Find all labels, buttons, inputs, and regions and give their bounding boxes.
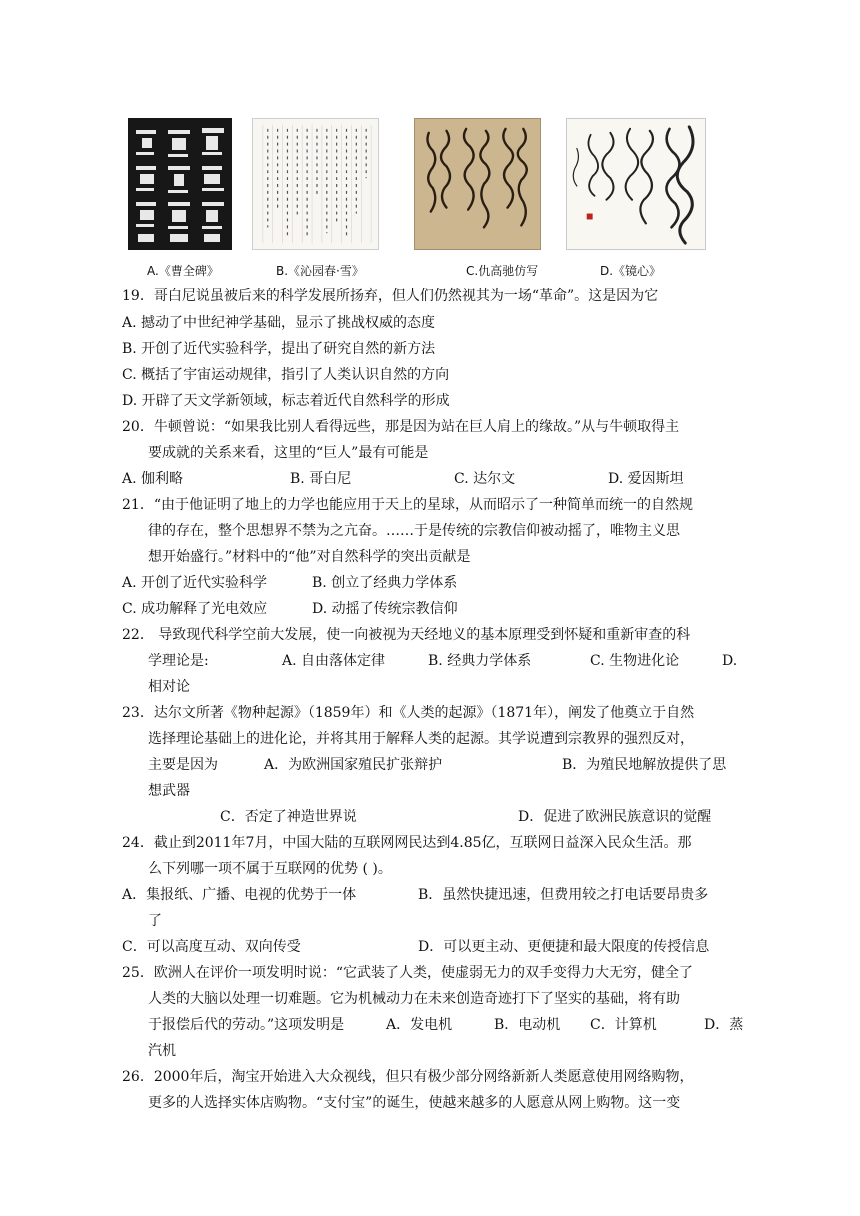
q23-stem-line-2: 选择理论基础上的进化论，并将其用于解释人类的起源。其学说遭到宗教界的强烈反对， (148, 731, 694, 747)
q23-option-b-line-1: B．为殖民地解放提供了思 (562, 757, 727, 773)
q21-stem-line-2: 律的存在，整个思想界不禁为之亢奋。……于是传统的宗教信仰被动摇了，唯物主义思 (148, 523, 680, 539)
q21-option-c: C. 成功解释了光电效应 (122, 601, 268, 617)
q23-option-b-line-2: 想武器 (148, 783, 190, 799)
q22-option-a: A. 自由落体定律 (282, 653, 386, 669)
q20-option-b: B. 哥白尼 (290, 471, 352, 487)
q19-option-a: A. 撼动了中世纪神学基础，显示了挑战权威的态度 (122, 315, 436, 331)
q20-option-d: D. 爱因斯坦 (608, 471, 684, 487)
qinyuanchun-manuscript-image (252, 118, 379, 250)
q19-option-b: B. 开创了近代实验科学，提出了研究自然的新方法 (122, 341, 436, 357)
q22-option-b: B. 经典力学体系 (428, 653, 532, 669)
q25-stem-line-1: 25．欧洲人在评价一项发明时说：“它武装了人类，使虚弱无力的双手变得力大无穷，健全了 (122, 965, 693, 981)
q22-option-c: C. 生物进化论 (590, 653, 680, 669)
q19-option-c: C. 概括了宇宙运动规律，指引了人类认识自然的方向 (122, 367, 450, 383)
q24-option-b-line-1: B．虽然快捷迅速，但费用较之打电话要昂贵多 (418, 887, 709, 903)
q21-option-b: B. 创立了经典力学体系 (312, 575, 458, 591)
q22-stem-line-1: 22． 导致现代科学空前大发展，使一向被视为天经地义的基本原理受到怀疑和重新审查的科 (122, 627, 691, 643)
q25-option-d-prefix: D．蒸 (704, 1017, 744, 1033)
q21-stem-line-3: 想开始盛行。”材料中的“他”对自然科学的突出贡献是 (148, 549, 471, 565)
q26-stem-line-1: 26．2000年后，淘宝开始进入大众视线，但只有极少部分网络新新人类愿意使用网络购物， (122, 1069, 694, 1085)
q25-option-c: C．计算机 (590, 1017, 657, 1033)
q19-stem: 19．哥白尼说虽被后来的科学发展所扬弃，但人们仍然视其为一场“革命”。这是因为它 (122, 288, 659, 304)
q25-stem-line-2: 人类的大脑以处理一切难题。它为机械动力在未来创造奇迹打下了坚实的基础，将有助 (148, 991, 680, 1007)
q20-stem-line-1: 20．牛顿曾说：“如果我比别人看得远些，那是因为站在巨人肩上的缘故。”从与牛顿取得主 (122, 419, 680, 435)
q24-stem-line-2: 么下列哪一项不属于互联网的优势 ( )。 (148, 861, 392, 877)
q23-option-d: D．促进了欧洲民族意识的觉醒 (518, 809, 712, 825)
jingxin-calligraphy-image (566, 118, 706, 250)
caoquan-stele-image (128, 118, 232, 250)
q24-option-d: D．可以更主动、更便捷和最大限度的传授信息 (418, 939, 710, 955)
q24-stem-line-1: 24．截止到2011年7月，中国大陆的互联网网民达到4.85亿，互联网日益深入民众生活。那 (122, 835, 692, 851)
q24-option-a: A．集报纸、广播、电视的优势于一体 (122, 887, 357, 903)
q23-option-a: A．为欧洲国家殖民扩张辩护 (264, 757, 443, 773)
q23-stem-line-1: 23．达尔文所著《物种起源》（1859年）和《人类的起源》（1871年），阐发了他奠立于自然 (122, 705, 695, 721)
q25-option-d-text: 汽机 (148, 1043, 176, 1059)
image-c-caption: C.仇高驰仿写 (466, 264, 539, 278)
q26-stem-line-2: 更多的人选择实体店购物。“支付宝”的诞生，使越来越多的人愿意从网上购物。这一变 (148, 1095, 681, 1111)
q22-option-d-text: 相对论 (148, 679, 190, 695)
qiu-gaochi-copy-image (414, 118, 541, 250)
image-d-caption: D.《镜心》 (600, 264, 662, 278)
q21-option-a: A. 开创了近代实验科学 (122, 575, 268, 591)
q22-stem-line-2: 学理论是: (148, 653, 209, 669)
q23-option-c: C．否定了神造世界说 (220, 809, 357, 825)
q24-option-b-line-2: 了 (148, 913, 162, 929)
image-b-caption: B.《沁园春·雪》 (276, 264, 364, 278)
q21-stem-line-1: 21．“由于他证明了地上的力学也能应用于天上的星球，从而昭示了一种简单而统一的自然规 (122, 497, 693, 513)
q22-option-d-prefix: D. (722, 653, 738, 669)
q21-option-d: D. 动摇了传统宗教信仰 (312, 601, 458, 617)
q25-option-a: A．发电机 (386, 1017, 453, 1033)
q19-option-d: D. 开辟了天文学新领域，标志着近代自然科学的形成 (122, 393, 450, 409)
q23-stem-line-3: 主要是因为 (148, 757, 218, 773)
image-a-caption: A.《曹全碑》 (147, 264, 219, 278)
q25-stem-line-3: 于报偿后代的劳动。”这项发明是 (148, 1017, 345, 1033)
q25-option-b: B．电动机 (494, 1017, 561, 1033)
q20-stem-line-2: 要成就的关系来看，这里的“巨人”最有可能是 (148, 445, 429, 461)
q24-option-c: C．可以高度互动、双向传受 (122, 939, 301, 955)
q20-option-a: A. 伽利略 (122, 471, 184, 487)
q20-option-c: C. 达尔文 (454, 471, 516, 487)
